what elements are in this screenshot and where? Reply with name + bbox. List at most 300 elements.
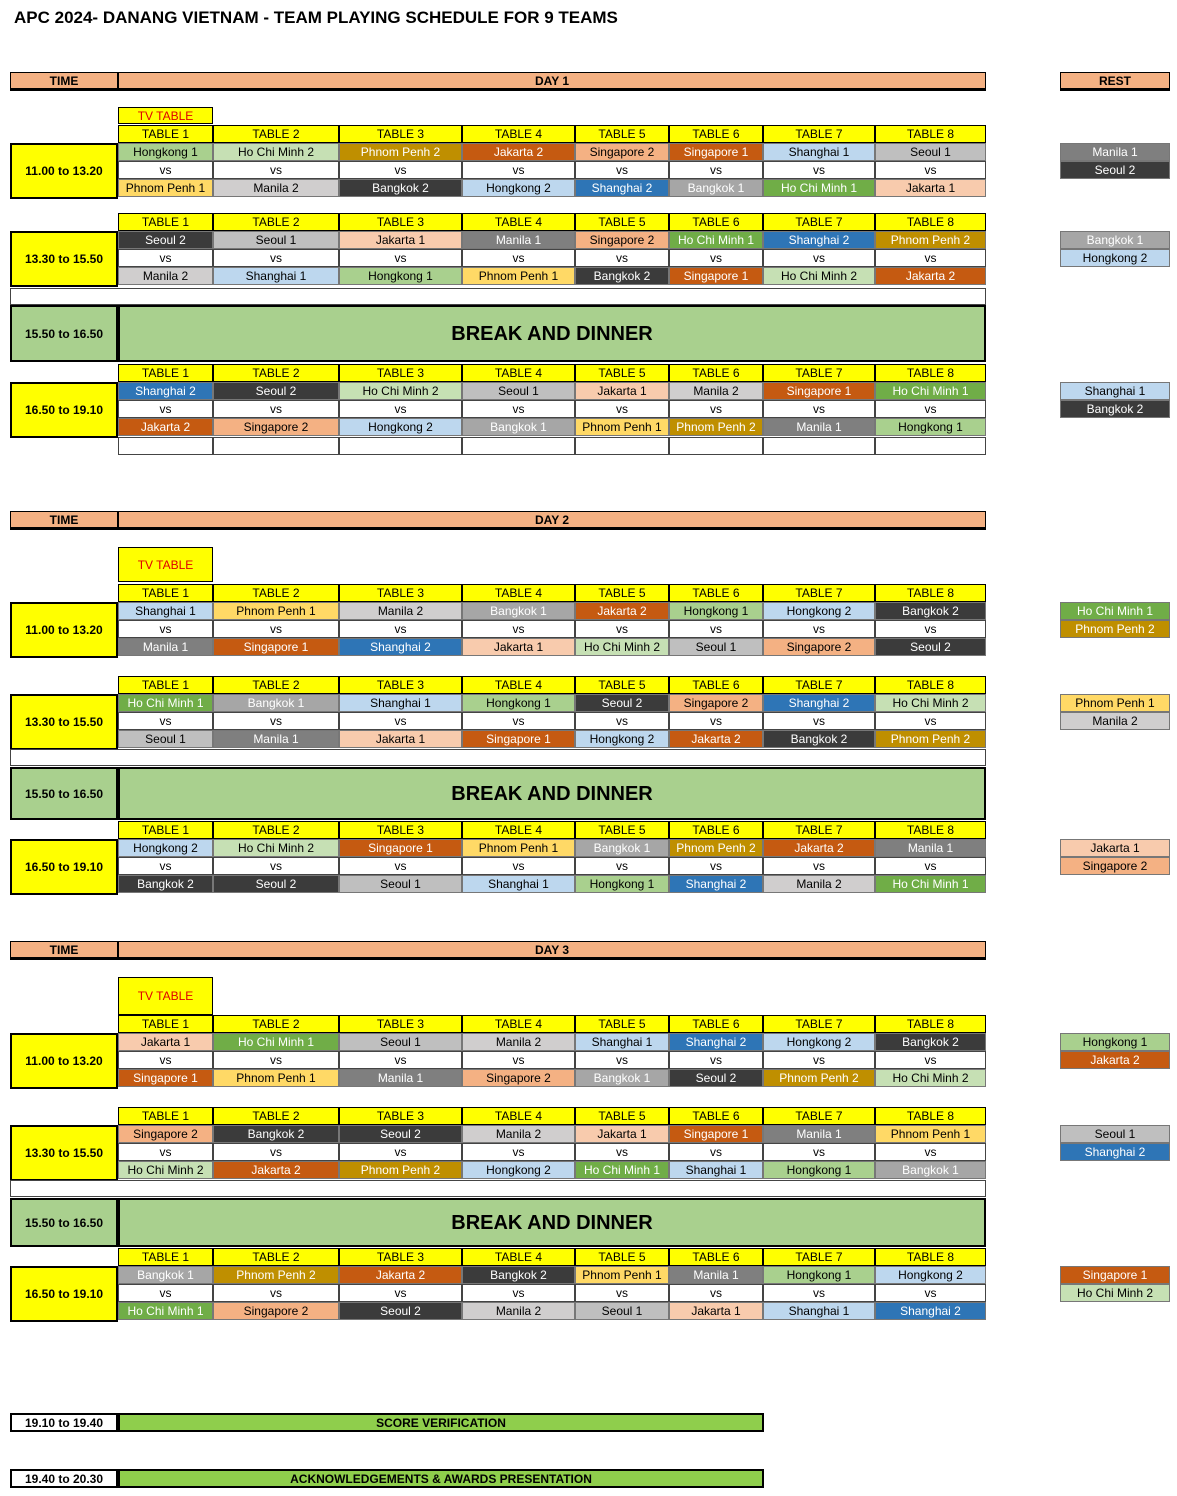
table-header: TABLE 4 bbox=[462, 213, 575, 231]
session-time: 16.50 to 19.10 bbox=[10, 382, 118, 438]
rest-team: Shanghai 2 bbox=[1060, 1143, 1170, 1161]
vs-label: vs bbox=[669, 1143, 763, 1161]
table-header: TABLE 6 bbox=[669, 676, 763, 694]
team-bottom: Singapore 1 bbox=[462, 730, 575, 748]
team-bottom: Hongkong 2 bbox=[462, 1161, 575, 1179]
team-top: Hongkong 1 bbox=[462, 694, 575, 712]
vs-label: vs bbox=[669, 857, 763, 875]
table-header: TABLE 3 bbox=[339, 821, 462, 839]
session-time: 11.00 to 13.20 bbox=[10, 1033, 118, 1089]
empty-cell bbox=[763, 437, 875, 455]
team-top: Ho Chi Minh 1 bbox=[669, 231, 763, 249]
team-top: Ho Chi Minh 2 bbox=[875, 694, 986, 712]
table-header: TABLE 2 bbox=[213, 584, 339, 602]
team-bottom: Manila 2 bbox=[763, 875, 875, 893]
rest-team: Seoul 2 bbox=[1060, 161, 1170, 179]
team-top: Ho Chi Minh 2 bbox=[213, 839, 339, 857]
table-header: TABLE 1 bbox=[118, 676, 213, 694]
rest-team: Bangkok 2 bbox=[1060, 400, 1170, 418]
table-header: TABLE 1 bbox=[118, 584, 213, 602]
vs-label: vs bbox=[875, 400, 986, 418]
team-bottom: Singapore 2 bbox=[213, 1302, 339, 1320]
team-top: Hongkong 2 bbox=[875, 1266, 986, 1284]
team-bottom: Shanghai 1 bbox=[462, 875, 575, 893]
team-bottom: Jakarta 2 bbox=[875, 267, 986, 285]
rest-team: Hongkong 2 bbox=[1060, 249, 1170, 267]
table-header: TABLE 4 bbox=[462, 1107, 575, 1125]
vs-label: vs bbox=[875, 712, 986, 730]
table-header: TABLE 8 bbox=[875, 1248, 986, 1266]
vs-label: vs bbox=[575, 161, 669, 179]
team-top: Manila 2 bbox=[462, 1033, 575, 1051]
team-bottom: Jakarta 2 bbox=[213, 1161, 339, 1179]
table-header: TABLE 5 bbox=[575, 213, 669, 231]
rest-team: Singapore 2 bbox=[1060, 857, 1170, 875]
team-bottom: Singapore 1 bbox=[213, 638, 339, 656]
team-top: Hongkong 2 bbox=[763, 602, 875, 620]
team-bottom: Seoul 2 bbox=[669, 1069, 763, 1087]
rest-team: Shanghai 1 bbox=[1060, 382, 1170, 400]
team-top: Manila 1 bbox=[669, 1266, 763, 1284]
vs-label: vs bbox=[339, 620, 462, 638]
table-header: TABLE 3 bbox=[339, 676, 462, 694]
table-header: TABLE 1 bbox=[118, 364, 213, 382]
vs-label: vs bbox=[575, 1051, 669, 1069]
team-bottom: Jakarta 1 bbox=[462, 638, 575, 656]
vs-label: vs bbox=[462, 857, 575, 875]
page-title: APC 2024- DANANG VIETNAM - TEAM PLAYING SCHEDULE FOR 9 TEAMS bbox=[14, 8, 618, 27]
vs-label: vs bbox=[875, 1143, 986, 1161]
team-bottom: Singapore 2 bbox=[462, 1069, 575, 1087]
table-header: TABLE 4 bbox=[462, 125, 575, 143]
time-header: TIME bbox=[10, 511, 118, 530]
team-bottom: Bangkok 2 bbox=[763, 730, 875, 748]
team-top: Seoul 2 bbox=[213, 382, 339, 400]
table-header: TABLE 1 bbox=[118, 213, 213, 231]
team-bottom: Ho Chi Minh 2 bbox=[118, 1161, 213, 1179]
team-top: Jakarta 1 bbox=[575, 1125, 669, 1143]
team-bottom: Phnom Penh 1 bbox=[462, 267, 575, 285]
team-bottom: Phnom Penh 1 bbox=[118, 179, 213, 197]
team-bottom: Manila 1 bbox=[118, 638, 213, 656]
team-bottom: Hongkong 2 bbox=[462, 179, 575, 197]
team-bottom: Bangkok 2 bbox=[118, 875, 213, 893]
team-top: Jakarta 2 bbox=[763, 839, 875, 857]
team-bottom: Ho Chi Minh 2 bbox=[875, 1069, 986, 1087]
vs-label: vs bbox=[669, 249, 763, 267]
vs-label: vs bbox=[763, 400, 875, 418]
team-top: Shanghai 1 bbox=[118, 602, 213, 620]
table-header: TABLE 7 bbox=[763, 821, 875, 839]
team-bottom: Manila 1 bbox=[213, 730, 339, 748]
team-bottom: Singapore 2 bbox=[763, 638, 875, 656]
vs-label: vs bbox=[118, 161, 213, 179]
table-header: TABLE 3 bbox=[339, 1015, 462, 1033]
table-header: TABLE 7 bbox=[763, 364, 875, 382]
vs-label: vs bbox=[575, 712, 669, 730]
vs-label: vs bbox=[339, 249, 462, 267]
table-header: TABLE 7 bbox=[763, 676, 875, 694]
table-header: TABLE 3 bbox=[339, 364, 462, 382]
team-bottom: Phnom Penh 2 bbox=[339, 1161, 462, 1179]
table-header: TABLE 4 bbox=[462, 1015, 575, 1033]
team-top: Phnom Penh 1 bbox=[462, 839, 575, 857]
team-top: Phnom Penh 2 bbox=[875, 231, 986, 249]
team-bottom: Shanghai 2 bbox=[875, 1302, 986, 1320]
team-bottom: Singapore 2 bbox=[213, 418, 339, 436]
vs-label: vs bbox=[575, 620, 669, 638]
vs-label: vs bbox=[875, 620, 986, 638]
vs-label: vs bbox=[669, 712, 763, 730]
table-header: TABLE 5 bbox=[575, 125, 669, 143]
vs-label: vs bbox=[575, 249, 669, 267]
team-top: Seoul 1 bbox=[875, 143, 986, 161]
vs-label: vs bbox=[763, 161, 875, 179]
table-header: TABLE 7 bbox=[763, 125, 875, 143]
team-bottom: Hongkong 2 bbox=[339, 418, 462, 436]
team-bottom: Jakarta 2 bbox=[118, 418, 213, 436]
team-top: Shanghai 1 bbox=[339, 694, 462, 712]
table-header: TABLE 2 bbox=[213, 821, 339, 839]
table-header: TABLE 4 bbox=[462, 1248, 575, 1266]
team-top: Singapore 1 bbox=[763, 382, 875, 400]
table-header: TABLE 7 bbox=[763, 1248, 875, 1266]
table-header: TABLE 5 bbox=[575, 584, 669, 602]
table-header: TABLE 1 bbox=[118, 1248, 213, 1266]
team-top: Phnom Penh 1 bbox=[875, 1125, 986, 1143]
vs-label: vs bbox=[339, 1051, 462, 1069]
team-top: Seoul 2 bbox=[118, 231, 213, 249]
team-bottom: Seoul 2 bbox=[875, 638, 986, 656]
vs-label: vs bbox=[213, 1284, 339, 1302]
vs-label: vs bbox=[763, 712, 875, 730]
team-bottom: Seoul 1 bbox=[339, 875, 462, 893]
team-bottom: Ho Chi Minh 1 bbox=[118, 1302, 213, 1320]
vs-label: vs bbox=[462, 1284, 575, 1302]
team-bottom: Phnom Penh 1 bbox=[575, 418, 669, 436]
vs-label: vs bbox=[118, 1143, 213, 1161]
table-header: TABLE 5 bbox=[575, 676, 669, 694]
table-header: TABLE 5 bbox=[575, 1015, 669, 1033]
vs-label: vs bbox=[875, 1284, 986, 1302]
team-bottom: Shanghai 2 bbox=[339, 638, 462, 656]
team-top: Shanghai 1 bbox=[575, 1033, 669, 1051]
tv-table-label: TV TABLE bbox=[118, 977, 213, 1015]
day-header: DAY 2 bbox=[118, 511, 986, 530]
vs-label: vs bbox=[339, 857, 462, 875]
team-top: Hongkong 2 bbox=[763, 1033, 875, 1051]
team-top: Hongkong 2 bbox=[118, 839, 213, 857]
table-header: TABLE 6 bbox=[669, 125, 763, 143]
team-top: Phnom Penh 1 bbox=[213, 602, 339, 620]
vs-label: vs bbox=[118, 1051, 213, 1069]
table-header: TABLE 2 bbox=[213, 125, 339, 143]
table-header: TABLE 6 bbox=[669, 1015, 763, 1033]
break-label: BREAK AND DINNER bbox=[118, 1198, 986, 1247]
vs-label: vs bbox=[669, 1051, 763, 1069]
table-header: TABLE 6 bbox=[669, 1248, 763, 1266]
table-header: TABLE 8 bbox=[875, 821, 986, 839]
table-header: TABLE 5 bbox=[575, 1248, 669, 1266]
vs-label: vs bbox=[213, 400, 339, 418]
vs-label: vs bbox=[575, 1284, 669, 1302]
team-top: Bangkok 2 bbox=[875, 602, 986, 620]
break-label: BREAK AND DINNER bbox=[118, 305, 986, 362]
team-bottom: Phnom Penh 1 bbox=[213, 1069, 339, 1087]
team-bottom: Seoul 1 bbox=[575, 1302, 669, 1320]
table-header: TABLE 6 bbox=[669, 364, 763, 382]
team-top: Shanghai 1 bbox=[763, 143, 875, 161]
empty-cell bbox=[575, 437, 669, 455]
table-header: TABLE 8 bbox=[875, 584, 986, 602]
team-top: Bangkok 1 bbox=[575, 839, 669, 857]
rest-team: Ho Chi Minh 1 bbox=[1060, 602, 1170, 620]
session-time: 13.30 to 15.50 bbox=[10, 231, 118, 287]
vs-label: vs bbox=[669, 620, 763, 638]
team-bottom: Bangkok 1 bbox=[875, 1161, 986, 1179]
vs-label: vs bbox=[763, 1051, 875, 1069]
table-header: TABLE 1 bbox=[118, 1015, 213, 1033]
table-header: TABLE 5 bbox=[575, 1107, 669, 1125]
table-header: TABLE 6 bbox=[669, 821, 763, 839]
day-header: DAY 1 bbox=[118, 72, 986, 91]
vs-label: vs bbox=[763, 1143, 875, 1161]
team-bottom: Phnom Penh 2 bbox=[763, 1069, 875, 1087]
team-bottom: Manila 2 bbox=[118, 267, 213, 285]
table-header: TABLE 1 bbox=[118, 821, 213, 839]
table-header: TABLE 2 bbox=[213, 1248, 339, 1266]
tv-table-label: TV TABLE bbox=[118, 547, 213, 582]
vs-label: vs bbox=[875, 1051, 986, 1069]
table-header: TABLE 8 bbox=[875, 676, 986, 694]
team-top: Ho Chi Minh 1 bbox=[875, 382, 986, 400]
empty-cell bbox=[213, 437, 339, 455]
vs-label: vs bbox=[339, 400, 462, 418]
team-top: Manila 1 bbox=[763, 1125, 875, 1143]
vs-label: vs bbox=[763, 249, 875, 267]
team-top: Ho Chi Minh 2 bbox=[339, 382, 462, 400]
team-top: Hongkong 1 bbox=[669, 602, 763, 620]
team-top: Singapore 1 bbox=[339, 839, 462, 857]
table-header: TABLE 8 bbox=[875, 364, 986, 382]
team-top: Manila 2 bbox=[462, 1125, 575, 1143]
vs-label: vs bbox=[462, 249, 575, 267]
table-header: TABLE 4 bbox=[462, 584, 575, 602]
team-top: Seoul 1 bbox=[462, 382, 575, 400]
vs-label: vs bbox=[669, 400, 763, 418]
vs-label: vs bbox=[462, 1143, 575, 1161]
team-top: Seoul 2 bbox=[339, 1125, 462, 1143]
team-top: Singapore 1 bbox=[669, 143, 763, 161]
vs-label: vs bbox=[462, 161, 575, 179]
team-top: Seoul 1 bbox=[339, 1033, 462, 1051]
team-bottom: Ho Chi Minh 2 bbox=[763, 267, 875, 285]
break-time: 15.50 to 16.50 bbox=[10, 1198, 118, 1247]
team-bottom: Bangkok 2 bbox=[575, 267, 669, 285]
table-header: TABLE 8 bbox=[875, 213, 986, 231]
table-header: TABLE 3 bbox=[339, 584, 462, 602]
closing-time: 19.10 to 19.40 bbox=[10, 1413, 118, 1432]
empty-cell bbox=[118, 437, 213, 455]
team-top: Bangkok 1 bbox=[213, 694, 339, 712]
vs-label: vs bbox=[213, 161, 339, 179]
spacer-row bbox=[10, 749, 986, 766]
rest-team: Ho Chi Minh 2 bbox=[1060, 1284, 1170, 1302]
team-bottom: Manila 1 bbox=[763, 418, 875, 436]
table-header: TABLE 7 bbox=[763, 1015, 875, 1033]
rest-team: Hongkong 1 bbox=[1060, 1033, 1170, 1051]
closing-label: SCORE VERIFICATION bbox=[118, 1413, 764, 1432]
team-bottom: Seoul 2 bbox=[339, 1302, 462, 1320]
table-header: TABLE 8 bbox=[875, 1015, 986, 1033]
team-bottom: Manila 2 bbox=[213, 179, 339, 197]
tv-table-label: TV TABLE bbox=[118, 107, 213, 124]
vs-label: vs bbox=[213, 1051, 339, 1069]
team-bottom: Seoul 1 bbox=[118, 730, 213, 748]
team-bottom: Bangkok 1 bbox=[669, 179, 763, 197]
team-bottom: Jakarta 2 bbox=[669, 730, 763, 748]
vs-label: vs bbox=[669, 1284, 763, 1302]
team-bottom: Singapore 1 bbox=[118, 1069, 213, 1087]
table-header: TABLE 5 bbox=[575, 364, 669, 382]
vs-label: vs bbox=[575, 400, 669, 418]
rest-team: Jakarta 2 bbox=[1060, 1051, 1170, 1069]
team-bottom: Phnom Penh 2 bbox=[875, 730, 986, 748]
table-header: TABLE 3 bbox=[339, 1107, 462, 1125]
team-top: Manila 2 bbox=[669, 382, 763, 400]
team-bottom: Hongkong 1 bbox=[763, 1161, 875, 1179]
team-bottom: Shanghai 1 bbox=[213, 267, 339, 285]
team-top: Jakarta 1 bbox=[339, 231, 462, 249]
vs-label: vs bbox=[669, 161, 763, 179]
table-header: TABLE 4 bbox=[462, 676, 575, 694]
vs-label: vs bbox=[213, 1143, 339, 1161]
team-bottom: Hongkong 1 bbox=[875, 418, 986, 436]
vs-label: vs bbox=[339, 712, 462, 730]
vs-label: vs bbox=[213, 620, 339, 638]
session-time: 11.00 to 13.20 bbox=[10, 143, 118, 199]
table-header: TABLE 2 bbox=[213, 1015, 339, 1033]
vs-label: vs bbox=[213, 249, 339, 267]
rest-team: Bangkok 1 bbox=[1060, 231, 1170, 249]
rest-team: Manila 1 bbox=[1060, 143, 1170, 161]
team-top: Singapore 2 bbox=[669, 694, 763, 712]
session-time: 13.30 to 15.50 bbox=[10, 694, 118, 750]
table-header: TABLE 6 bbox=[669, 584, 763, 602]
table-header: TABLE 5 bbox=[575, 821, 669, 839]
rest-team: Seoul 1 bbox=[1060, 1125, 1170, 1143]
table-header: TABLE 4 bbox=[462, 364, 575, 382]
team-top: Jakarta 1 bbox=[575, 382, 669, 400]
table-header: TABLE 2 bbox=[213, 676, 339, 694]
team-bottom: Seoul 2 bbox=[213, 875, 339, 893]
vs-label: vs bbox=[118, 712, 213, 730]
team-top: Jakarta 2 bbox=[462, 143, 575, 161]
session-time: 16.50 to 19.10 bbox=[10, 839, 118, 895]
team-top: Bangkok 1 bbox=[462, 602, 575, 620]
rest-team: Manila 2 bbox=[1060, 712, 1170, 730]
table-header: TABLE 3 bbox=[339, 1248, 462, 1266]
team-bottom: Bangkok 1 bbox=[462, 418, 575, 436]
team-top: Shanghai 2 bbox=[763, 694, 875, 712]
break-time: 15.50 to 16.50 bbox=[10, 767, 118, 820]
team-top: Phnom Penh 1 bbox=[575, 1266, 669, 1284]
team-top: Phnom Penh 2 bbox=[669, 839, 763, 857]
team-top: Singapore 1 bbox=[669, 1125, 763, 1143]
team-top: Shanghai 2 bbox=[669, 1033, 763, 1051]
team-bottom: Hongkong 2 bbox=[575, 730, 669, 748]
team-top: Bangkok 2 bbox=[462, 1266, 575, 1284]
vs-label: vs bbox=[875, 857, 986, 875]
vs-label: vs bbox=[213, 712, 339, 730]
session-time: 11.00 to 13.20 bbox=[10, 602, 118, 658]
team-bottom: Shanghai 1 bbox=[763, 1302, 875, 1320]
session-time: 16.50 to 19.10 bbox=[10, 1266, 118, 1322]
rest-team: Singapore 1 bbox=[1060, 1266, 1170, 1284]
team-bottom: Ho Chi Minh 2 bbox=[575, 638, 669, 656]
empty-cell bbox=[339, 437, 462, 455]
team-bottom: Jakarta 1 bbox=[339, 730, 462, 748]
team-bottom: Shanghai 2 bbox=[669, 875, 763, 893]
team-top: Jakarta 2 bbox=[339, 1266, 462, 1284]
team-bottom: Ho Chi Minh 1 bbox=[763, 179, 875, 197]
vs-label: vs bbox=[118, 620, 213, 638]
table-header: TABLE 2 bbox=[213, 213, 339, 231]
time-header: TIME bbox=[10, 72, 118, 91]
team-bottom: Jakarta 1 bbox=[669, 1302, 763, 1320]
table-header: TABLE 1 bbox=[118, 1107, 213, 1125]
team-bottom: Manila 1 bbox=[339, 1069, 462, 1087]
rest-team: Phnom Penh 1 bbox=[1060, 694, 1170, 712]
team-top: Phnom Penh 2 bbox=[213, 1266, 339, 1284]
team-top: Singapore 2 bbox=[575, 143, 669, 161]
table-header: TABLE 7 bbox=[763, 213, 875, 231]
vs-label: vs bbox=[339, 1284, 462, 1302]
team-bottom: Hongkong 1 bbox=[575, 875, 669, 893]
table-header: TABLE 3 bbox=[339, 213, 462, 231]
vs-label: vs bbox=[462, 620, 575, 638]
session-time: 13.30 to 15.50 bbox=[10, 1125, 118, 1181]
vs-label: vs bbox=[462, 712, 575, 730]
empty-cell bbox=[462, 437, 575, 455]
table-header: TABLE 1 bbox=[118, 125, 213, 143]
team-bottom: Manila 2 bbox=[462, 1302, 575, 1320]
vs-label: vs bbox=[462, 1051, 575, 1069]
empty-cell bbox=[669, 437, 763, 455]
team-bottom: Shanghai 2 bbox=[575, 179, 669, 197]
team-top: Shanghai 2 bbox=[763, 231, 875, 249]
closing-time: 19.40 to 20.30 bbox=[10, 1469, 118, 1488]
spacer-row bbox=[10, 288, 986, 305]
rest-team: Jakarta 1 bbox=[1060, 839, 1170, 857]
team-top: Ho Chi Minh 1 bbox=[118, 694, 213, 712]
rest-header: REST bbox=[1060, 72, 1170, 91]
team-top: Ho Chi Minh 2 bbox=[213, 143, 339, 161]
vs-label: vs bbox=[763, 1284, 875, 1302]
vs-label: vs bbox=[118, 400, 213, 418]
team-top: Bangkok 2 bbox=[875, 1033, 986, 1051]
team-top: Shanghai 2 bbox=[118, 382, 213, 400]
team-bottom: Ho Chi Minh 1 bbox=[575, 1161, 669, 1179]
team-top: Ho Chi Minh 1 bbox=[213, 1033, 339, 1051]
team-bottom: Seoul 1 bbox=[669, 638, 763, 656]
vs-label: vs bbox=[575, 857, 669, 875]
team-bottom: Phnom Penh 2 bbox=[669, 418, 763, 436]
team-top: Manila 1 bbox=[875, 839, 986, 857]
team-bottom: Singapore 1 bbox=[669, 267, 763, 285]
team-top: Phnom Penh 2 bbox=[339, 143, 462, 161]
team-top: Singapore 2 bbox=[575, 231, 669, 249]
